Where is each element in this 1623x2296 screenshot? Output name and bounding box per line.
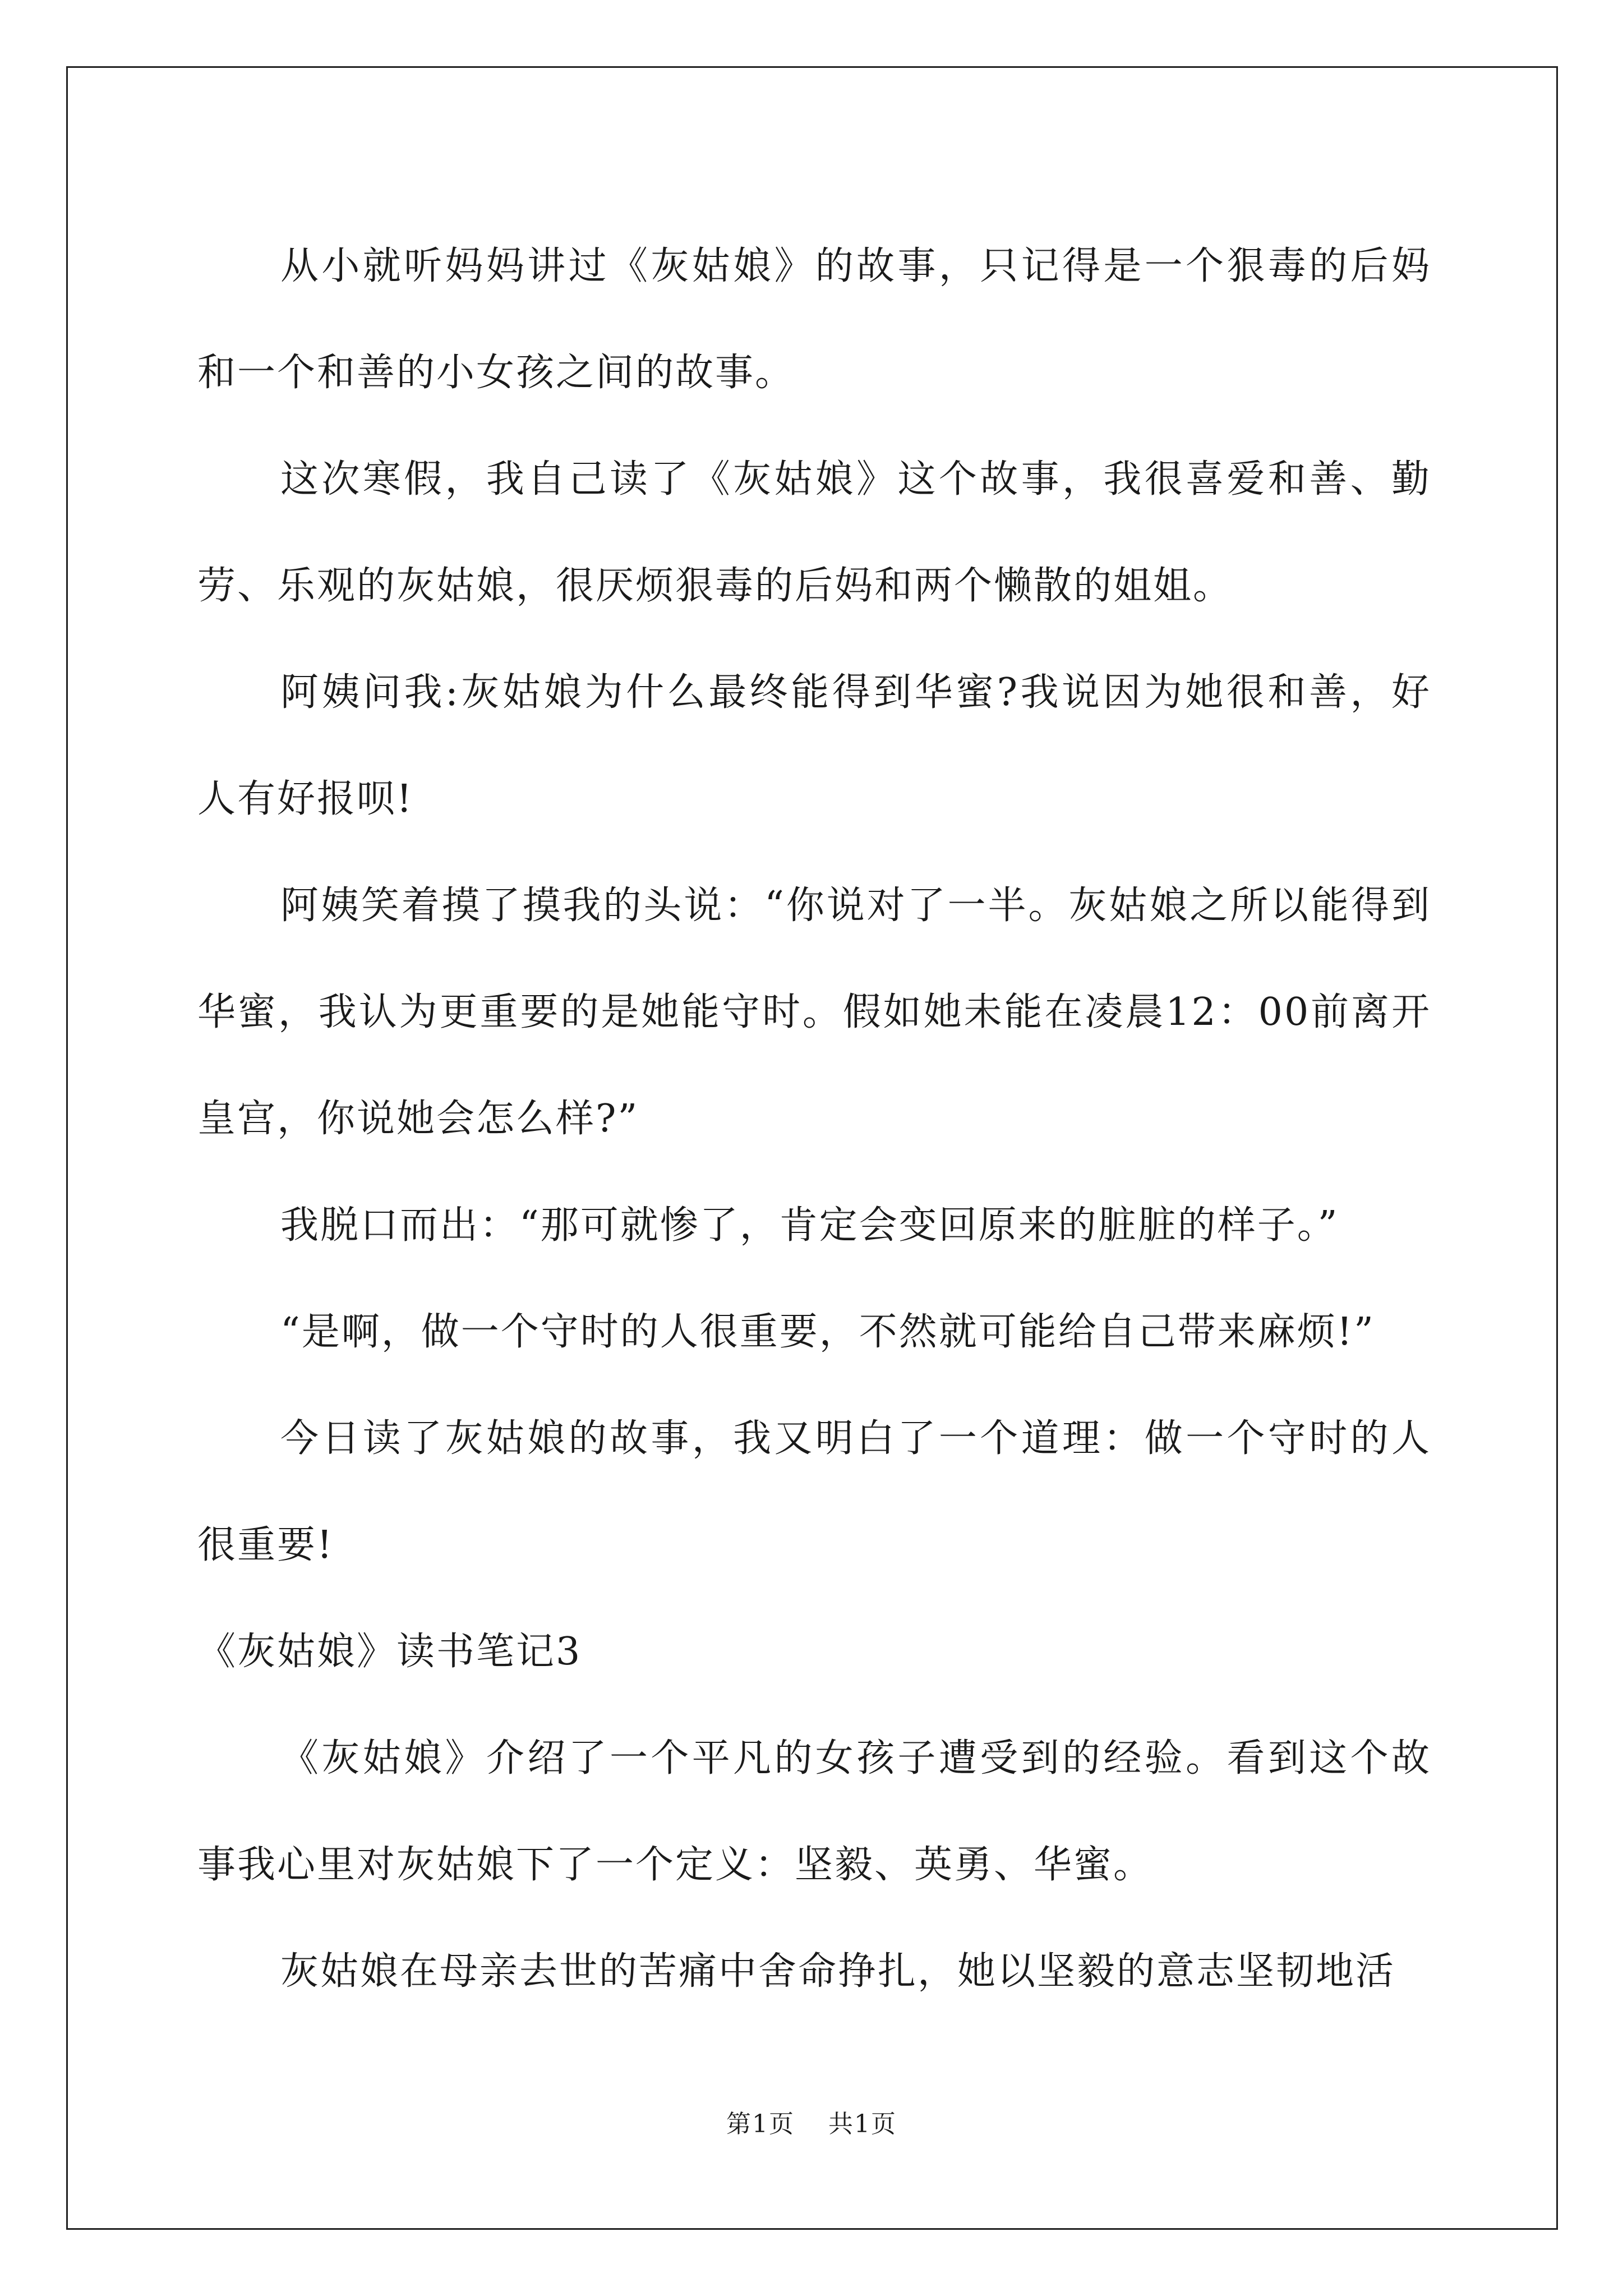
page-footer — [0, 2104, 1623, 2139]
paragraph: 灰姑娘在母亲去世的苦痛中舍命挣扎，她以坚毅的意志坚韧地活 — [280, 1949, 1396, 1994]
paragraph: 我脱口而出：“那可就惨了，肯定会变回原来的脏脏的样子。” — [280, 1203, 1339, 1248]
page-total: 共1页 — [828, 2110, 897, 2138]
paragraph: 这次寒假，我自己读了《灰姑娘》这个故事，我很喜爱和善、勤劳、乐观的灰姑娘，很厌烦狠毒的后妈和两个懒散的姐姐。 — [197, 457, 1431, 608]
paragraph: “是啊，做一个守时的人很重要，不然就可能给自己带来麻烦!” — [280, 1310, 1375, 1354]
paragraph: 《灰姑娘》介绍了一个平凡的女孩子遭受到的经验。看到这个故事我心里对灰姑娘下了一个定义：坚毅、英勇、华蜜。 — [197, 1736, 1431, 1887]
page-number: 第1页 — [726, 2110, 795, 2138]
section-heading: 《灰姑娘》读书笔记3 — [197, 1630, 582, 1674]
paragraph: 阿姨笑着摸了摸我的头说：“你说对了一半。灰姑娘之所以能得到华蜜，我认为更重要的是她能守时。假如她未能在凌晨12：00前离开皇宫，你说她会怎么样?” — [197, 884, 1431, 1141]
document-body — [197, 213, 1431, 2025]
paragraph: 从小就听妈妈讲过《灰姑娘》的故事，只记得是一个狠毒的后妈和一个和善的小女孩之间的故事。 — [197, 244, 1431, 395]
paragraph: 今日读了灰姑娘的故事，我又明白了一个道理：做一个守时的人很重要! — [197, 1416, 1431, 1567]
paragraph: 阿姨问我:灰姑娘为什么最终能得到华蜜?我说因为她很和善，好人有好报呗! — [197, 670, 1431, 821]
